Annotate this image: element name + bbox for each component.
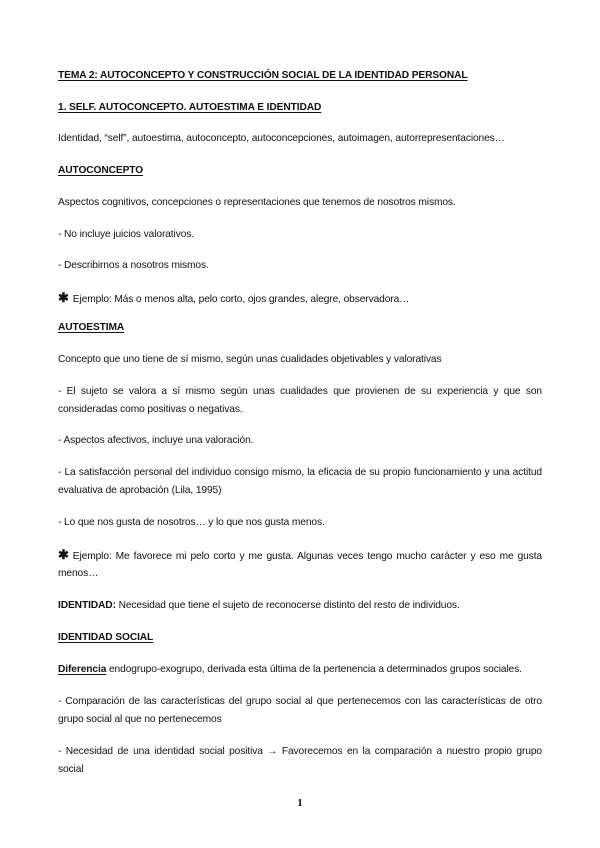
autoestima-example-line-1: [58, 547, 542, 566]
autoestima-bullet-3-line-1: - La satisfacción personal del individuo consigo mismo, la eficacia de su propio funcionamiento y una actitud: [58, 467, 542, 478]
identidad-label: IDENTIDAD:: [58, 600, 116, 611]
autoestima-bullet-1-line-2: consideradas como positivas o negativas.: [58, 404, 243, 415]
autoestima-example-line-2: menos…: [58, 568, 99, 579]
autoestima-definition: Concepto que uno tiene de sí mismo, según unas cualidades objetivables y valorativas: [58, 354, 442, 365]
example-text: Ejemplo: Más o menos alta, pelo corto, ojos grandes, alegre, observadora…: [72, 294, 410, 305]
intro-paragraph: Identidad, “self”, autoestima, autoconcepto, autoconcepciones, autoimagen, autorrepresentaciones…: [58, 133, 505, 144]
identidad-paragraph: [58, 598, 542, 615]
autoconcepto-definition: Aspectos cognitivos, concepciones o representaciones que tenemos de nosotros mismos.: [58, 197, 456, 208]
autoestima-heading: AUTOESTIMA: [58, 322, 125, 333]
section-heading: 1. SELF. AUTOCONCEPTO. AUTOESTIMA E IDENTIDAD: [58, 102, 322, 113]
identidad-social-bullet-2-line-1: - Necesidad de una identidad social positiva → Favorecemos en la comparación a nuestro propio grupo: [58, 746, 542, 757]
autoestima-bullet-1-line-1: - El sujeto se valora a sí mismo según unas cualidades que provienen de su experiencia y que son: [58, 386, 542, 397]
identidad-text: Necesidad que tiene el sujeto de reconocerse distinto del resto de individuos.: [115, 600, 460, 611]
autoestima-bullet-2: - Aspectos afectivos, incluye una valoración.: [58, 435, 254, 446]
identidad-social-bullet-1-line-1: - Comparación de las características del grupo social al que pertenecemos con las características de otro: [58, 696, 542, 707]
autoconcepto-bullet-1: - No incluye juicios valorativos.: [58, 229, 194, 240]
diferencia-text: endogrupo-exogrupo, derivada esta última de la pertenencia a determinados grupos sociales.: [106, 664, 522, 675]
autoconcepto-bullet-2: - Describirnos a nosotros mismos.: [58, 260, 209, 271]
page-number: 1: [297, 797, 303, 809]
diferencia-label: Diferencia: [58, 664, 107, 675]
identidad-social-bullet-1-line-2: grupo social al que no pertenecemos: [58, 714, 222, 725]
diferencia-paragraph: [58, 662, 542, 679]
example-text: Ejemplo: Me favorece mi pelo corto y me gusta. Algunas veces tengo mucho carácter y eso me gusta: [72, 551, 542, 562]
asterisk-icon: ✱: [58, 290, 69, 305]
autoconcepto-heading: AUTOCONCEPTO: [58, 165, 144, 176]
autoestima-bullet-4: - Lo que nos gusta de nosotros… y lo que nos gusta menos.: [58, 517, 325, 528]
asterisk-icon: ✱: [58, 547, 69, 562]
identidad-social-bullet-2-line-2: social: [58, 764, 84, 775]
document-title: TEMA 2: AUTOCONCEPTO Y CONSTRUCCIÓN SOCIAL DE LA IDENTIDAD PERSONAL: [58, 70, 468, 81]
identidad-social-heading: IDENTIDAD SOCIAL: [58, 632, 154, 643]
autoconcepto-example: [58, 290, 542, 309]
autoestima-bullet-3-line-2: evaluativa de aprobación (Lila, 1995): [58, 485, 222, 496]
